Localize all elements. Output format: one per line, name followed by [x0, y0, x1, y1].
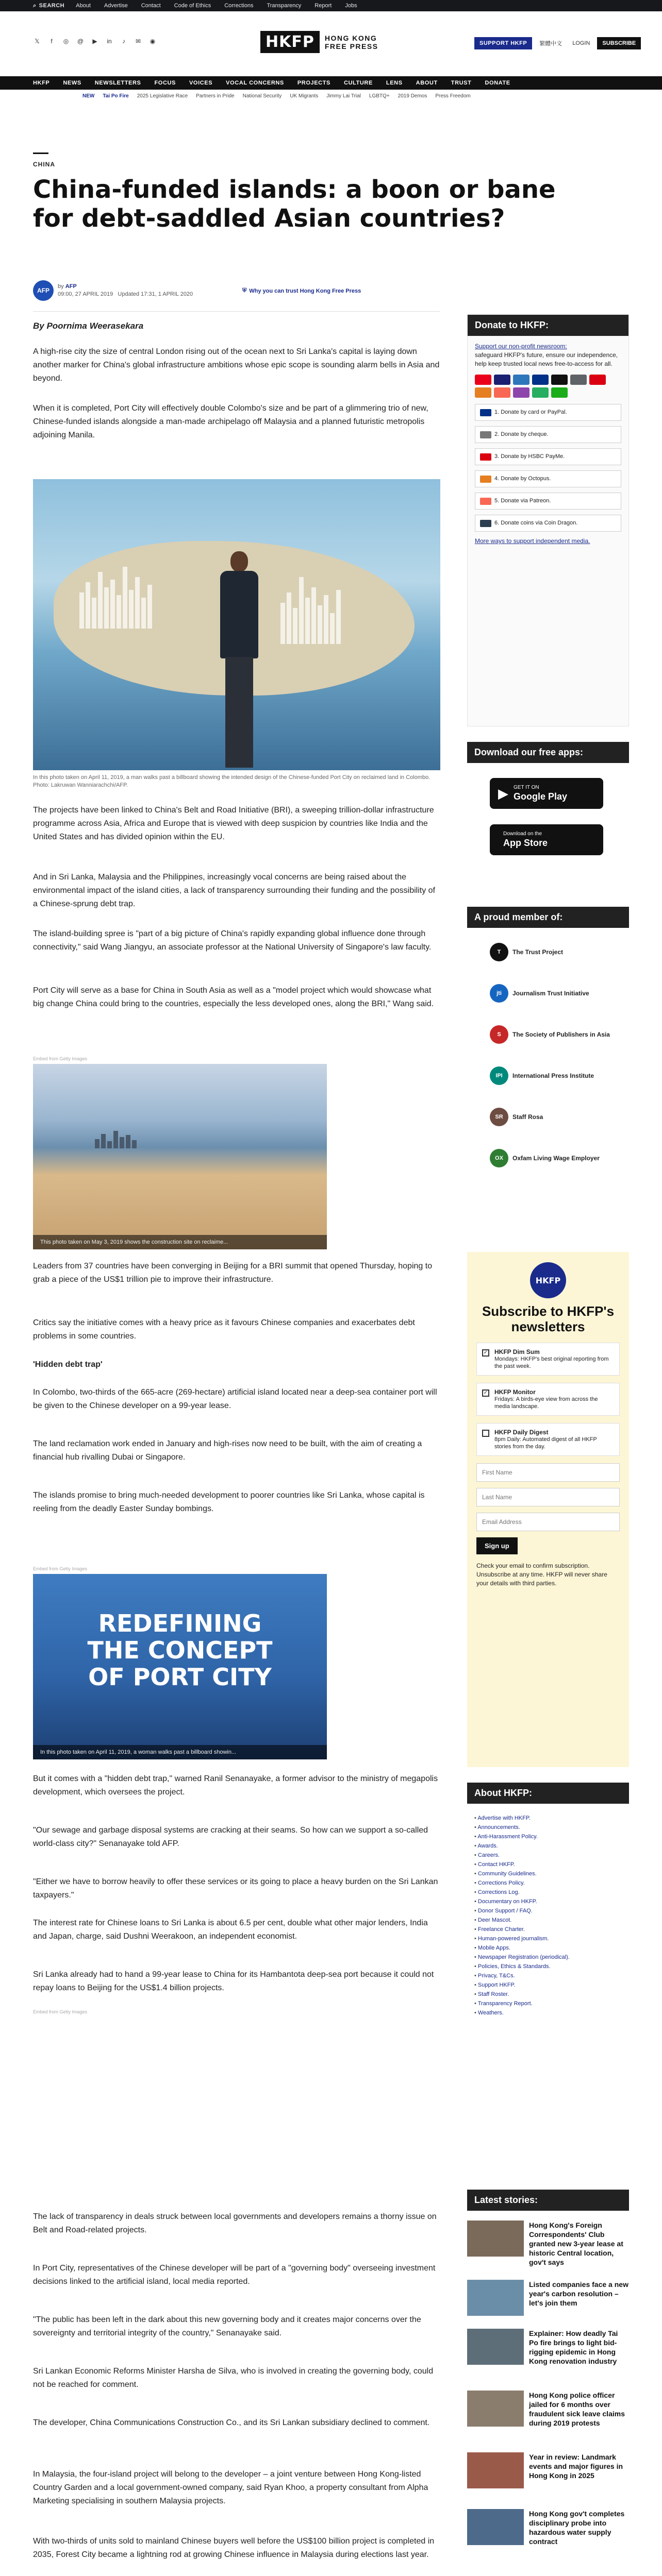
nav-item-newsletters[interactable]: NEWSLETTERS: [94, 80, 141, 86]
support-button[interactable]: SUPPORT HKFP: [474, 37, 532, 49]
logo-text: HONG KONG FREE PRESS: [324, 33, 378, 50]
latest-story[interactable]: Listed companies face a new year's carbon resolution – let's join them: [467, 2280, 629, 2316]
about-link[interactable]: • Documentary on HKFP.: [474, 1897, 629, 1906]
article-photo-billboard-woman[interactable]: [33, 1574, 327, 1759]
apple-pay-icon: [551, 375, 568, 385]
top-link-advertise[interactable]: Advertise: [104, 3, 128, 9]
newsletter-option-monitor[interactable]: ✓ HKFP Monitor Fridays: A birds-eye view from across the media landscape.: [476, 1383, 620, 1416]
visa-icon: [494, 375, 510, 385]
patreon-icon: [494, 387, 510, 398]
story-thumbnail: [467, 2509, 524, 2545]
latest-story[interactable]: Year in review: Landmark events and major figures in Hong Kong in 2025: [467, 2452, 629, 2488]
about-link[interactable]: • Deer Mascot.: [474, 1916, 629, 1925]
top-link-report[interactable]: Report: [315, 3, 332, 9]
member-jti[interactable]: jti Journalism Trust Initiative: [490, 984, 589, 1003]
about-list: [474, 1814, 629, 2018]
logo-mark: HKFP: [260, 31, 320, 53]
member-oxfam[interactable]: OX Oxfam Living Wage Employer: [490, 1149, 600, 1167]
unionpay-icon: [513, 387, 529, 398]
trending-item[interactable]: 2019 Demos: [398, 93, 427, 99]
about-link[interactable]: • Anti-Harassment Policy.: [474, 1832, 629, 1841]
newsletter-logo: HKFP: [530, 1262, 566, 1298]
nav-item-news[interactable]: NEWS: [63, 80, 81, 86]
trending-nav: [0, 91, 662, 101]
paragraph: When it is completed, Port City will effectively double Colombo's size and be part of a glimmering trio of new, Chinese-funded islands alongside a man-made archipelago off Malaysia and a planned futuristic metropolis adjoining Manila.: [33, 404, 428, 439]
story-thumbnail: [467, 2329, 524, 2365]
nav-item-vocal-concerns[interactable]: VOCAL CONCERNS: [226, 80, 284, 86]
trending-item[interactable]: Tai Po Fire: [103, 93, 129, 99]
paragraph: And in Sri Lanka, Malaysia and the Philippines, increasingly vocal concerns are being raised about the environmental impact of the island cities, a lack of transparency surrounding their funding and the possibility of a Chinese-sprung debt trap.: [33, 873, 435, 908]
newsletter-note: Check your email to confirm subscription. Unsubscribe at any time. HKFP will never share your details with third parties.: [476, 1562, 607, 1587]
about-link[interactable]: • Newspaper Registration (periodical).: [474, 1953, 629, 1962]
member-trust-project[interactable]: T The Trust Project: [490, 943, 563, 961]
last-name-input[interactable]: [476, 1488, 620, 1506]
apps-section: [467, 742, 629, 763]
top-link-jobs[interactable]: Jobs: [345, 3, 357, 9]
paragraph: The developer, China Communications Construction Co., and its Sri Lankan subsidiary declined to comment.: [33, 2418, 430, 2427]
category-rule: [33, 152, 48, 154]
search-icon: ⌕: [33, 2, 37, 9]
trending-item[interactable]: UK Migrants: [290, 93, 319, 99]
story-thumbnail: [467, 2221, 524, 2257]
checkbox-unchecked[interactable]: [482, 1430, 489, 1437]
jti-icon: jti: [490, 984, 508, 1003]
getty-credit: Embed from Getty Images: [33, 1566, 88, 1571]
nav-item-culture[interactable]: CULTURE: [343, 80, 373, 86]
header-actions: [474, 36, 641, 50]
sopa-icon: S: [490, 1025, 508, 1044]
latest-story[interactable]: Hong Kong's Foreign Correspondents' Club granted new 3-year lease at historic Central location, gov't says: [467, 2221, 629, 2267]
instagram-icon[interactable]: ◎: [63, 38, 69, 45]
article-category[interactable]: CHINA: [33, 161, 55, 168]
donate-option-cheque[interactable]: 2. Donate by cheque.: [475, 426, 621, 443]
top-utility-bar: [0, 0, 662, 11]
about-link[interactable]: • Community Guidelines.: [474, 1869, 629, 1878]
paragraph: The island-building spree is "part of a big picture of China's rapidly expanding global influence done through connectivity," said Wang Jiangyu, an associate professor at the National University of Singapore's law faculty.: [33, 929, 432, 952]
donate-option-coin-dragon[interactable]: 6. Donate coins via Coin Dragon.: [475, 515, 621, 532]
publish-date: 09:00, 27 APRIL 2019: [58, 291, 113, 297]
site-header: [0, 11, 662, 73]
newsletter-option-dim-sum[interactable]: ✓ HKFP Dim Sum Mondays: HKFP's best original reporting from the past week.: [476, 1343, 620, 1376]
about-link[interactable]: • Corrections Log.: [474, 1888, 629, 1897]
more-ways-link[interactable]: More ways to support independent media.: [475, 537, 590, 545]
divider: [33, 311, 440, 312]
about-link[interactable]: • Transparency Report.: [474, 1999, 629, 2008]
paragraph: "Either we have to borrow heavily to offer these services or its going to place a heavy burden on the Sri Lankan taxpayers.": [33, 1877, 438, 1900]
google-play-badge[interactable]: ▶ GET IT ON Google Play: [490, 778, 603, 809]
donate-option-payme[interactable]: 3. Donate by HSBC PayMe.: [475, 448, 621, 465]
site-logo[interactable]: [260, 31, 378, 53]
coin-icon: [480, 520, 491, 527]
trending-item[interactable]: Press Freedom: [435, 93, 471, 99]
paragraph: The land reclamation work ended in January and high-rises now need to be built, with the aim of creating a financial hub rivalling Dubai or Singapore.: [33, 1439, 422, 1462]
x-icon[interactable]: 𝕏: [35, 38, 40, 45]
billboard-text: REDEFINING THE CONCEPT OF PORT CITY: [87, 1609, 273, 1691]
paragraph: "The public has been left in the dark about this new governing body and it creates major concerns over the sovereignty and territorial integrity of the country," Senanayake said.: [33, 2315, 421, 2337]
article-title: China-funded islands: a boon or bane for debt-saddled Asian countries?: [33, 175, 556, 233]
first-name-input[interactable]: [476, 1463, 620, 1482]
paragraph: But it comes with a "hidden debt trap," warned Ranil Senanayake, a former advisor to the ministry of megapolis development, which oversees the project.: [33, 1774, 438, 1797]
top-link-transparency[interactable]: Transparency: [267, 3, 302, 9]
author-link[interactable]: AFP: [65, 283, 77, 290]
nav-item-voices[interactable]: VOICES: [189, 80, 213, 86]
email-input[interactable]: [476, 1513, 620, 1531]
skyline: [95, 1131, 137, 1148]
paragraph: In Malaysia, the four-island project will belong to the developer – a joint venture between Hong Kong-listed Country Garden and a local government-owned company, said Ryan Khoo, a property consultant from Alpha Marketing specialising in southern Malaysia projects.: [33, 2470, 428, 2505]
about-link[interactable]: • Corrections Policy.: [474, 1878, 629, 1888]
wechat-pay-icon: [551, 387, 568, 398]
nav-item-focus[interactable]: FOCUS: [154, 80, 176, 86]
newsletter-widget: [467, 1252, 629, 1767]
shield-icon: ⛨: [242, 287, 247, 294]
payme-icon: [589, 375, 606, 385]
amex-icon: [513, 375, 529, 385]
latest-story[interactable]: Hong Kong police officer jailed for 6 months over fraudulent sick leave claims during 2019 protests: [467, 2391, 629, 2428]
main-nav: [0, 76, 662, 90]
payment-methods: [475, 375, 621, 398]
email-icon[interactable]: ✉: [135, 38, 141, 45]
donate-option-octopus[interactable]: 4. Donate by Octopus.: [475, 470, 621, 487]
subscribe-button[interactable]: SUBSCRIBE: [597, 37, 641, 49]
byline-text: by AFP 09:00, 27 APRIL 2019 Updated 17:31, 1 APRIL 2020: [58, 283, 193, 297]
paragraph: In Colombo, two-thirds of the 665-acre (269-hectare) artificial island located near a deep-sea container port will be given to the Chinese developer on a 99-year lease.: [33, 1388, 437, 1410]
paragraph: Leaders from 37 countries have been converging in Beijing for a BRI summit that opened Thursday, hoping to grab a piece of the US$1 trillion pie to improve their infrastructure.: [33, 1262, 433, 1284]
tower-row: [79, 567, 152, 629]
about-link[interactable]: • Staff Roster.: [474, 1990, 629, 1999]
nav-item-trust[interactable]: TRUST: [451, 80, 472, 86]
paragraph: A high-rise city the size of central London rising out of the ocean next to Sri Lanka's capital is laying down another marker for China's global infrastructure ambitions whose epic scope is sounding alarm bells in Asia and beyond.: [33, 347, 440, 383]
nav-item-donate[interactable]: DONATE: [485, 80, 510, 86]
app-store-badge[interactable]: Download on the App Store: [490, 824, 603, 855]
new-badge: NEW: [82, 93, 95, 99]
login-button[interactable]: LOGIN: [572, 40, 590, 46]
trending-item[interactable]: 2025 Legislative Race: [137, 93, 188, 99]
updated-date: Updated 17:31, 1 APRIL 2020: [118, 291, 193, 297]
rss-icon[interactable]: ◉: [150, 38, 156, 45]
newsletter-option-daily-digest[interactable]: HKFP Daily Digest 8pm Daily: Automated digest of all HKFP stories from the day.: [476, 1423, 620, 1456]
paragraph: The lack of transparency in deals struck between local governments and developers remains a thorny issue on Belt and Road-related projects.: [33, 2212, 437, 2234]
getty-credit: Embed from Getty Images: [33, 2009, 88, 2014]
donate-text: safeguard HKFP's future, ensure our independence, help keep trusted local news free-to-access for all.: [475, 351, 618, 367]
paragraph: The projects have been linked to China's Belt and Road Initiative (BRI), a sweeping trillion-dollar infrastructure programme across Asia, Africa and Europe that is viewed with deep suspicion by countries like India and the United States and has divided opinion within the EU.: [33, 806, 434, 841]
paragraph: In Port City, representatives of the Chinese developer will be part of a "governing body" overseeing investment decisions linked to the artificial island, local media reported.: [33, 2264, 436, 2286]
section-subhead: 'Hidden debt trap': [33, 1360, 103, 1369]
donate-option-patreon[interactable]: 5. Donate via Patreon.: [475, 493, 621, 510]
patreon-icon: [480, 498, 491, 505]
threads-icon[interactable]: @: [77, 38, 84, 45]
about-link[interactable]: • Careers.: [474, 1851, 629, 1860]
donate-widget: [467, 314, 629, 726]
about-link[interactable]: • Donor Support / FAQ.: [474, 1906, 629, 1916]
trending-item[interactable]: Partners in Pride: [196, 93, 235, 99]
trending-item[interactable]: National Security: [242, 93, 282, 99]
nav-item-hkfp[interactable]: HKFP: [33, 80, 50, 86]
top-link-about[interactable]: About: [76, 3, 91, 9]
donate-title: Donate to HKFP:: [468, 315, 628, 336]
latest-story[interactable]: Hong Kong gov't completes disciplinary probe into hazardous water supply contract: [467, 2509, 629, 2546]
top-link-ethics[interactable]: Code of Ethics: [174, 3, 211, 9]
paragraph: Sri Lanka already had to hand a 99-year lease to China for its Hambantota deep-sea port because it could not repay loans to Beijing for the US$1.4 billion projects.: [33, 1970, 434, 1992]
photo-caption: In this photo taken on April 11, 2019, a man walks past a billboard showing the intended design of the Chinese-funded Port City on reclaimed land in Colombo. Photo: Lakruwan Wanniarachchi/AFP.: [33, 774, 431, 788]
about-link[interactable]: • Privacy, T&Cs.: [474, 1971, 629, 1980]
photo-overlay-caption: In this photo taken on April 11, 2019, a woman walks past a billboard showin...: [33, 1745, 327, 1759]
nav-item-projects[interactable]: PROJECTS: [297, 80, 330, 86]
about-section: [467, 1783, 629, 1804]
story-thumbnail: [467, 2452, 524, 2488]
tower-row: [280, 577, 341, 644]
cheque-icon: [480, 431, 491, 438]
trust-link[interactable]: ⛨ Why you can trust Hong Kong Free Press: [242, 287, 361, 294]
author-avatar: AFP: [33, 280, 54, 301]
ipi-icon: IPI: [490, 1066, 508, 1085]
about-link[interactable]: • Freelance Charter.: [474, 1925, 629, 1934]
member-sopa[interactable]: S The Society of Publishers in Asia: [490, 1025, 610, 1044]
newsletter-title: Subscribe to HKFP's newsletters: [482, 1303, 615, 1334]
mastercard-icon: [475, 375, 491, 385]
social-links: [33, 37, 157, 45]
photo-overlay-caption: This photo taken on May 3, 2019 shows the construction site on reclaime...: [33, 1235, 327, 1249]
octopus-icon: [475, 387, 491, 398]
octopus-icon: [480, 476, 491, 483]
paragraph: "Our sewage and garbage disposal systems are cracking at their seams. So how can we support a so-called world-class city?" Senanayake told AFP.: [33, 1826, 428, 1848]
payme-icon: [480, 453, 491, 461]
about-link[interactable]: • Human-powered journalism.: [474, 1934, 629, 1943]
about-link[interactable]: • Mobile Apps.: [474, 1943, 629, 1953]
latest-title: Latest stories:: [467, 2190, 629, 2211]
paragraph: Critics say the initiative comes with a heavy price as it favours Chinese companies and exacerbates debt problems in some countries.: [33, 1318, 415, 1341]
linkedin-icon[interactable]: in: [107, 38, 112, 45]
google-play-icon: ▶: [498, 785, 508, 801]
apps-title: Download our free apps:: [467, 742, 629, 763]
getty-credit: Embed from Getty Images: [33, 1056, 88, 1061]
about-link[interactable]: • Awards.: [474, 1841, 629, 1851]
paragraph: The interest rate for Chinese loans to Sri Lanka is about 6.5 per cent, double what other major lenders, India and Japan, charge, said Dushni Weerakoon, an independent economist.: [33, 1919, 428, 1941]
donate-option-card[interactable]: 1. Donate by card or PayPal.: [475, 404, 621, 421]
paragraph: The islands promise to bring much-needed development to poorer countries like Sri Lanka, whose capital is reeling from the deadly Easter Sunday bombings.: [33, 1491, 425, 1513]
search-button[interactable]: ⌕ SEARCH: [33, 2, 65, 9]
card-icon: [480, 409, 491, 416]
latest-section: [467, 2190, 629, 2211]
trust-project-icon: T: [490, 943, 508, 961]
trending-item[interactable]: Jimmy Lai Trial: [326, 93, 361, 99]
story-thumbnail: [467, 2391, 524, 2427]
staff-rosa-icon: SR: [490, 1108, 508, 1126]
nav-item-lens[interactable]: LENS: [386, 80, 403, 86]
checkbox-checked[interactable]: ✓: [482, 1349, 489, 1357]
tiktok-icon[interactable]: ♪: [122, 38, 125, 45]
language-button[interactable]: 繁體中文: [539, 41, 562, 47]
about-title: About HKFP:: [467, 1783, 629, 1804]
paypal-icon: [532, 375, 549, 385]
youtube-icon[interactable]: ▶: [92, 38, 97, 45]
person-silhouette: [216, 551, 262, 768]
member-ipi[interactable]: IPI International Press Institute: [490, 1066, 594, 1085]
members-title: A proud member of:: [467, 907, 629, 928]
nav-item-about[interactable]: ABOUT: [416, 80, 438, 86]
member-staff-rosa[interactable]: SR Staff Rosa: [490, 1108, 543, 1126]
about-link[interactable]: • Policies, Ethics & Standards.: [474, 1962, 629, 1971]
alipay-icon: [532, 387, 549, 398]
article-photo-billboard: [33, 479, 440, 770]
about-link[interactable]: • Contact HKFP.: [474, 1860, 629, 1869]
google-pay-icon: [570, 375, 587, 385]
paragraph: Port City will serve as a base for China in South Asia as well as a "model project which would showcase what big change China could bring to the countries, especially the less developed ones, along the BRI," Wang said.: [33, 986, 434, 1008]
top-link-corrections[interactable]: Corrections: [224, 3, 254, 9]
story-thumbnail: [467, 2280, 524, 2316]
sign-up-button[interactable]: Sign up: [476, 1537, 518, 1554]
article-photo-construction[interactable]: [33, 1064, 327, 1249]
about-link[interactable]: • Weathers.: [474, 2008, 629, 2018]
donate-link[interactable]: Support our non-profit newsroom:: [475, 343, 567, 350]
oxfam-icon: OX: [490, 1149, 508, 1167]
about-link[interactable]: • Announcements.: [474, 1823, 629, 1832]
paragraph: With two-thirds of units sold to mainland Chinese buyers well before the US$100 billion project is completed in 2035, Forest City became a lightning rod at growing Chinese influence in Malaysia during elections last year.: [33, 2537, 435, 2559]
byline: [33, 280, 193, 301]
about-link[interactable]: • Support HKFP.: [474, 1980, 629, 1990]
top-link-contact[interactable]: Contact: [141, 3, 161, 9]
checkbox-checked[interactable]: ✓: [482, 1389, 489, 1397]
paragraph: Sri Lankan Economic Reforms Minister Harsha de Silva, who is involved in creating the governing body, could not be reached for comment.: [33, 2367, 434, 2389]
trending-item[interactable]: LGBTQ+: [369, 93, 390, 99]
lead-author: By Poornima Weerasekara: [33, 321, 144, 331]
about-link[interactable]: • Advertise with HKFP.: [474, 1814, 629, 1823]
members-section: [467, 907, 629, 928]
facebook-icon[interactable]: f: [51, 38, 53, 45]
latest-story[interactable]: Explainer: How deadly Tai Po fire brings to light bid-rigging epidemic in Hong Kong renovation industry: [467, 2329, 629, 2366]
